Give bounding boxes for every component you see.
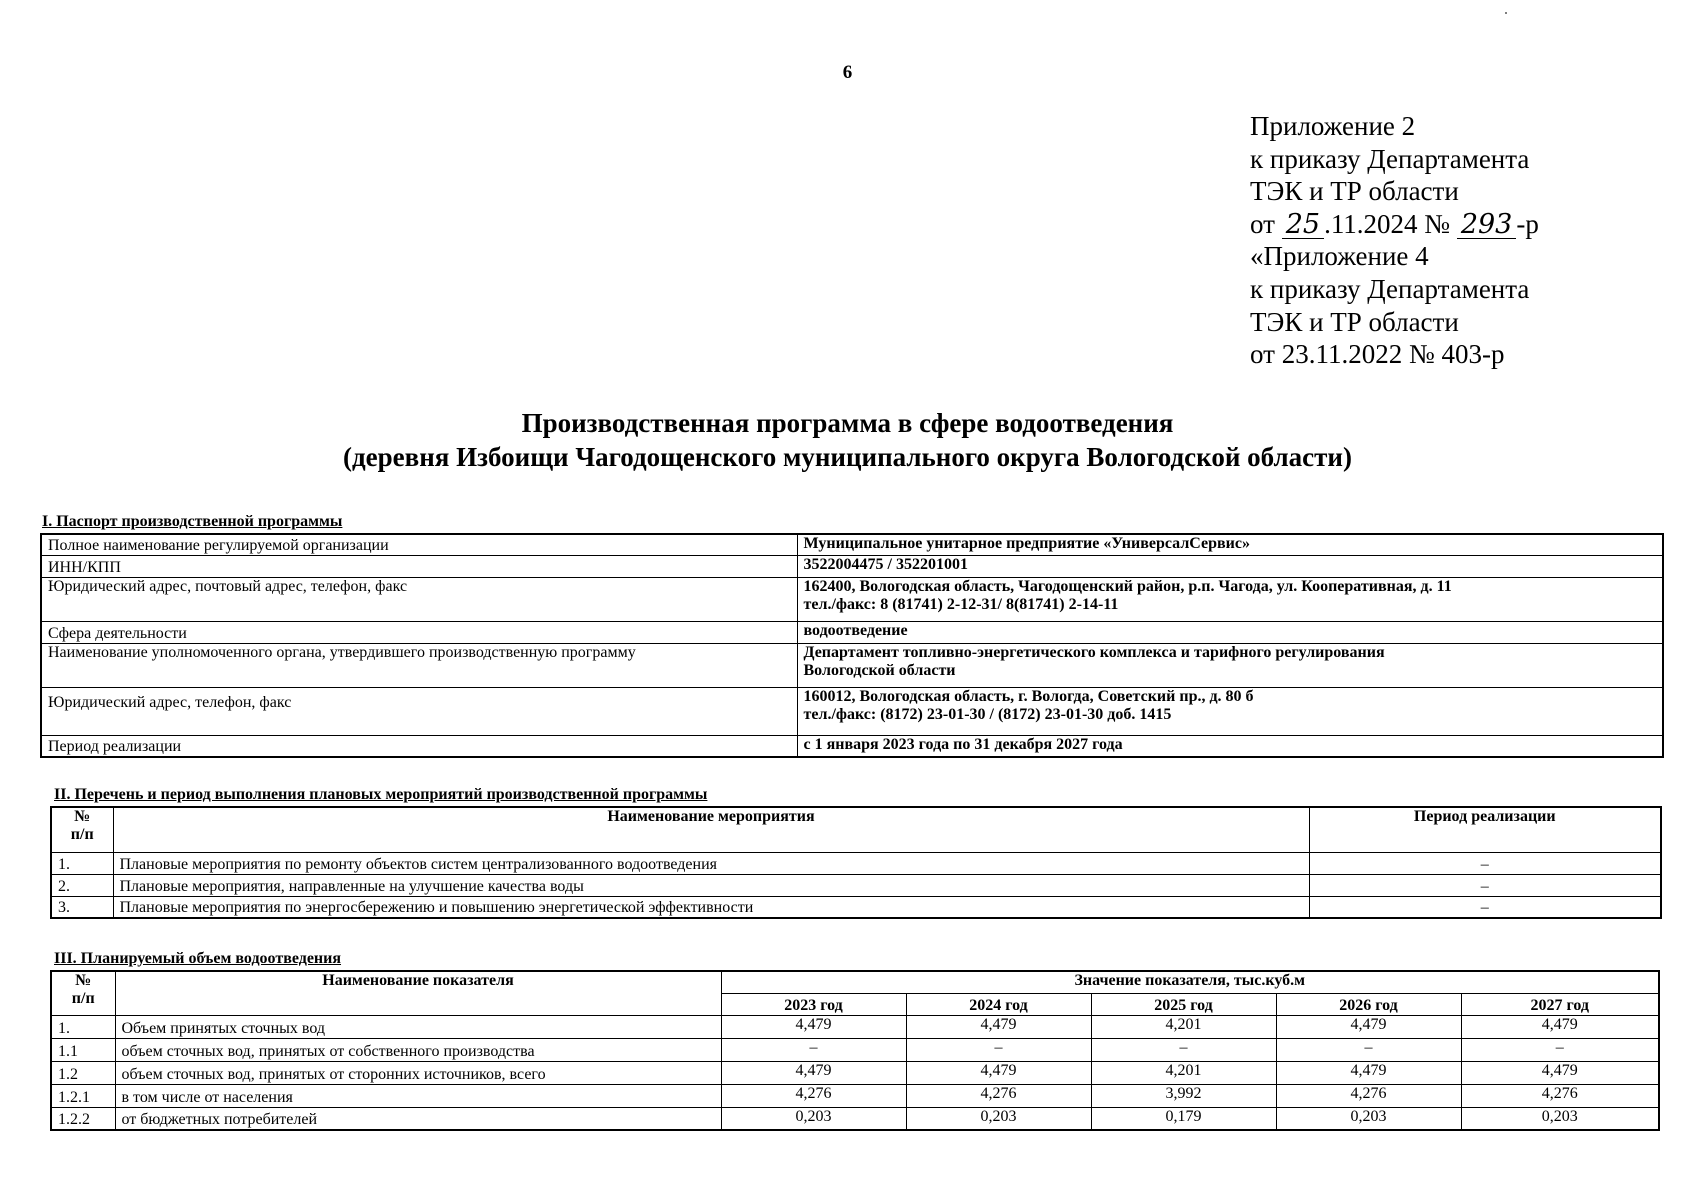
- appendix-line: к приказу Департамента: [1250, 143, 1530, 174]
- handwritten-order-number: 293: [1457, 212, 1517, 239]
- date-rest: .11.2024 №: [1324, 208, 1451, 239]
- table-row: [51, 1038, 1659, 1061]
- section3-heading: III. Планируемый объем водоотведения: [54, 950, 342, 967]
- row-name: Плановые мероприятия по ремонту объектов систем централизованного водоотведения: [113, 852, 1309, 874]
- scan-speck: [1505, 12, 1507, 14]
- row-value: –: [721, 1038, 906, 1061]
- col-num-label: №: [74, 808, 91, 825]
- table-row: [51, 1015, 1659, 1038]
- row-value: 4,479: [721, 1015, 906, 1038]
- table-row: [51, 1084, 1659, 1107]
- col-num-header: [51, 971, 115, 1015]
- table-row: [51, 1061, 1659, 1084]
- table-row: [41, 735, 1663, 757]
- row-num: 1.: [51, 852, 113, 874]
- table-row: [41, 534, 1663, 555]
- row-value: 0,203: [1461, 1107, 1659, 1130]
- row-period: –: [1309, 896, 1661, 918]
- row-value: –: [1461, 1038, 1659, 1061]
- table-header-row: [51, 971, 1659, 993]
- appendix-line: к приказу Департамента: [1250, 273, 1530, 304]
- row-value: 4,479: [1461, 1015, 1659, 1038]
- section2-heading: II. Перечень и период выполнения плановых мероприятий производственной программы: [54, 786, 708, 803]
- value-line: тел./факс: (8172) 23-01-30 / (8172) 23-01-30 доб. 1415: [803, 705, 1172, 723]
- value-line: Вологодской области: [803, 661, 956, 679]
- col-name-header: Наименование показателя: [115, 971, 721, 1015]
- passport-value: Муниципальное унитарное предприятие «УниверсалСервис»: [797, 534, 1663, 555]
- row-num: 1.2.1: [51, 1084, 115, 1107]
- table-header-row: [51, 807, 1661, 852]
- row-value: 4,276: [1461, 1084, 1659, 1107]
- col-value-header: Значение показателя, тыс.куб.м: [721, 971, 1659, 993]
- table-row: [41, 555, 1663, 577]
- col-period-header: Период реализации: [1309, 807, 1661, 852]
- row-value: 4,201: [1091, 1015, 1276, 1038]
- title-line-2: (деревня Избоищи Чагодощенского муниципального округа Вологодской области): [343, 442, 1352, 472]
- row-name: Объем принятых сточных вод: [115, 1015, 721, 1038]
- order-suffix: -р: [1516, 208, 1539, 239]
- appendix-block: [1250, 110, 1539, 371]
- section1-heading: I. Паспорт производственной программы: [42, 513, 343, 530]
- row-value: 0,203: [906, 1107, 1091, 1130]
- row-name: объем сточных вод, принятых от собственного производства: [115, 1038, 721, 1061]
- row-value: 4,479: [1461, 1061, 1659, 1084]
- page-number: 6: [842, 62, 853, 83]
- year-header: 2025 год: [1091, 993, 1276, 1015]
- passport-label: ИНН/КПП: [41, 555, 797, 577]
- table-row: [41, 577, 1663, 621]
- row-num: 1.: [51, 1015, 115, 1038]
- row-value: 3,992: [1091, 1084, 1276, 1107]
- year-header: 2023 год: [721, 993, 906, 1015]
- passport-value: 3522004475 / 352201001: [797, 555, 1663, 577]
- table-row: [51, 874, 1661, 896]
- year-header: 2026 год: [1276, 993, 1461, 1015]
- table-row: [51, 1107, 1659, 1130]
- row-value: 4,479: [1276, 1015, 1461, 1038]
- table-row: [51, 896, 1661, 918]
- document-title: [0, 406, 1695, 474]
- passport-table: [40, 533, 1664, 758]
- passport-value: [797, 577, 1663, 621]
- appendix-line: от 23.11.2022 № 403-р: [1250, 339, 1505, 370]
- year-header: 2027 год: [1461, 993, 1659, 1015]
- row-name: от бюджетных потребителей: [115, 1107, 721, 1130]
- value-line: 162400, Вологодская область, Чагодощенский район, р.п. Чагода, ул. Кооперативная, д. 11: [803, 577, 1452, 595]
- value-line: Департамент топливно-энергетического комплекса и тарифного регулирования: [803, 643, 1385, 661]
- row-value: 4,479: [721, 1061, 906, 1084]
- col-num-header: [51, 807, 113, 852]
- passport-value: [797, 687, 1663, 735]
- row-name: Плановые мероприятия, направленные на улучшение качества воды: [113, 874, 1309, 896]
- date-prefix: от: [1250, 208, 1275, 239]
- appendix-line: ТЭК и ТР области: [1250, 176, 1459, 207]
- row-value: 4,479: [906, 1015, 1091, 1038]
- volume-table: [50, 970, 1660, 1131]
- row-value: 4,479: [1276, 1061, 1461, 1084]
- handwritten-day: 25: [1282, 212, 1324, 239]
- col-num-label-2: п/п: [70, 826, 94, 843]
- passport-label: Юридический адрес, почтовый адрес, телефон, факс: [41, 577, 797, 621]
- row-value: 4,201: [1091, 1061, 1276, 1084]
- row-num: 3.: [51, 896, 113, 918]
- row-value: –: [1276, 1038, 1461, 1061]
- measures-table: [50, 806, 1662, 919]
- title-line-1: Производственная программа в сфере водоотведения: [521, 408, 1174, 438]
- col-name-header: Наименование мероприятия: [113, 807, 1309, 852]
- row-value: –: [906, 1038, 1091, 1061]
- appendix-line: Приложение 2: [1250, 111, 1416, 141]
- row-value: 4,276: [906, 1084, 1091, 1107]
- row-name: в том числе от населения: [115, 1084, 721, 1107]
- row-name: объем сточных вод, принятых от сторонних источников, всего: [115, 1061, 721, 1084]
- passport-label: Наименование уполномоченного органа, утвердившего производственную программу: [41, 643, 797, 687]
- value-line: 160012, Вологодская область, г. Вологда, Советский пр., д. 80 б: [803, 687, 1254, 705]
- passport-value: водоотведение: [797, 621, 1663, 643]
- row-value: 0,203: [1276, 1107, 1461, 1130]
- row-value: 4,276: [721, 1084, 906, 1107]
- row-value: 0,203: [721, 1107, 906, 1130]
- passport-value: [797, 643, 1663, 687]
- table-row: [41, 643, 1663, 687]
- passport-label: Юридический адрес, телефон, факс: [41, 687, 797, 735]
- appendix-date-line: [1250, 208, 1539, 241]
- passport-label: Сфера деятельности: [41, 621, 797, 643]
- appendix-line: «Приложение 4: [1250, 241, 1429, 272]
- row-name: Плановые мероприятия по энергосбережению и повышению энергетической эффективности: [113, 896, 1309, 918]
- appendix-line: ТЭК и ТР области: [1250, 306, 1459, 337]
- row-num: 2.: [51, 874, 113, 896]
- row-value: 0,179: [1091, 1107, 1276, 1130]
- table-row: [41, 687, 1663, 735]
- col-num-label-2: п/п: [71, 990, 95, 1007]
- row-num: 1.2.2: [51, 1107, 115, 1130]
- table-row: [41, 621, 1663, 643]
- row-num: 1.2: [51, 1061, 115, 1084]
- passport-value: с 1 января 2023 года по 31 декабря 2027 года: [797, 735, 1663, 757]
- row-value: 4,479: [906, 1061, 1091, 1084]
- col-num-label: №: [75, 972, 92, 989]
- row-period: –: [1309, 852, 1661, 874]
- passport-label: Период реализации: [41, 735, 797, 757]
- row-value: 4,276: [1276, 1084, 1461, 1107]
- row-value: –: [1091, 1038, 1276, 1061]
- passport-label: Полное наименование регулируемой организации: [41, 534, 797, 555]
- row-num: 1.1: [51, 1038, 115, 1061]
- row-period: –: [1309, 874, 1661, 896]
- year-header: 2024 год: [906, 993, 1091, 1015]
- value-line: тел./факс: 8 (81741) 2-12-31/ 8(81741) 2-14-11: [803, 595, 1119, 613]
- table-row: [51, 852, 1661, 874]
